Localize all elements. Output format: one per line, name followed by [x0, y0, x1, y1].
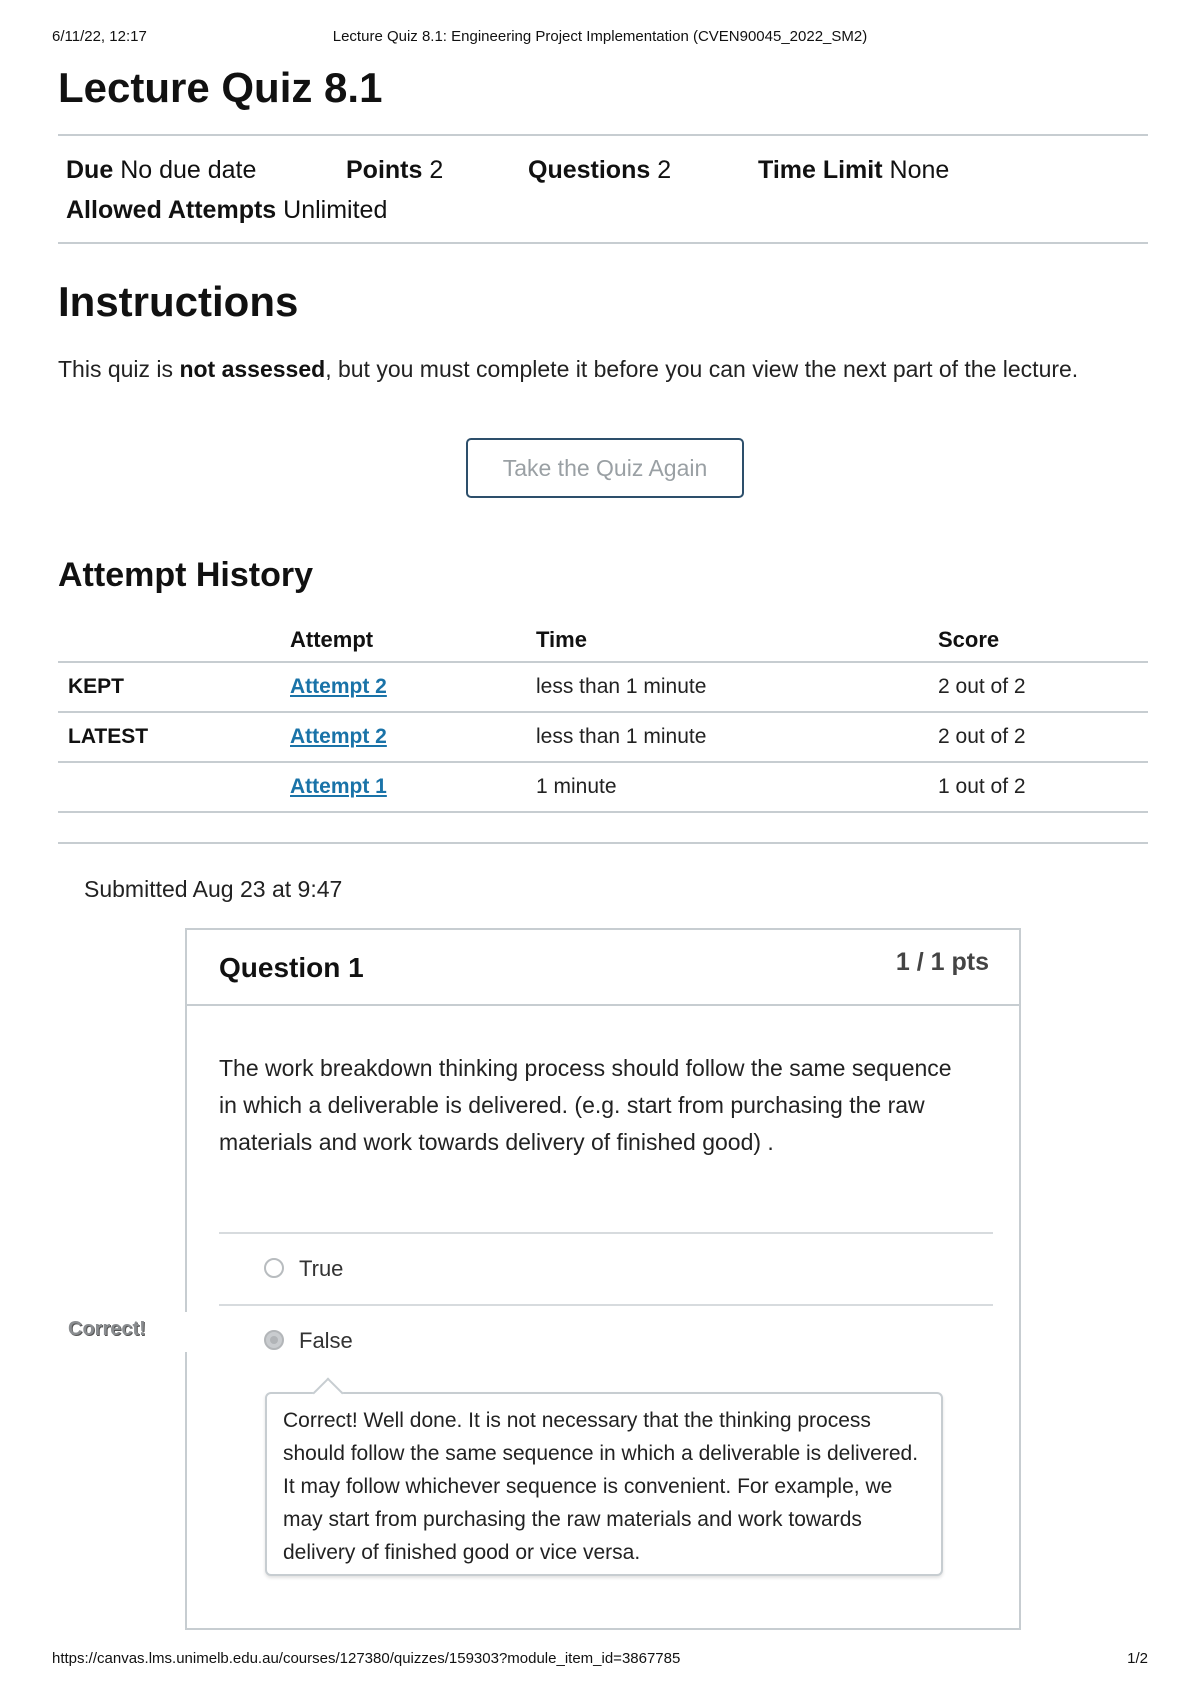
due-label: Due — [66, 156, 114, 184]
attempt-link[interactable]: Attempt 2 — [290, 725, 387, 748]
due-value: No due date — [120, 156, 257, 184]
radio-selected-icon[interactable] — [264, 1330, 284, 1350]
submitted-timestamp: Submitted Aug 23 at 9:47 — [84, 876, 343, 902]
attempt-score: 2 out of 2 — [928, 662, 1148, 712]
divider — [58, 242, 1148, 244]
instructions-title: Instructions — [58, 278, 299, 325]
question-points: 1 / 1 pts — [895, 948, 989, 976]
time-limit-value: None — [889, 156, 950, 184]
points-detail — [346, 150, 443, 190]
due-detail — [66, 150, 256, 190]
table-row — [58, 662, 1148, 712]
print-header — [52, 28, 1148, 48]
table-header-row — [58, 618, 1148, 662]
answer-label: True — [299, 1256, 344, 1281]
radio-unselected-icon[interactable] — [264, 1258, 284, 1278]
attempts-label: Allowed Attempts — [66, 196, 277, 224]
column-header — [58, 618, 280, 662]
time-limit-label: Time Limit — [758, 156, 883, 184]
divider — [58, 134, 1148, 136]
quiz-details — [66, 150, 1146, 230]
question-card — [185, 928, 1021, 1630]
questions-value: 2 — [657, 156, 672, 184]
answer-option-false[interactable] — [219, 1304, 993, 1376]
instructions-text-part: , but you must complete it before you can view the next part of the lecture. — [325, 356, 1079, 382]
column-header-score: Score — [928, 618, 1148, 662]
table-row — [58, 712, 1148, 762]
attempt-flag — [58, 762, 280, 812]
answer-label: False — [299, 1328, 353, 1353]
page-number: 1/2 — [1127, 1650, 1148, 1667]
attempt-history-table — [58, 618, 1148, 813]
time-limit-detail — [758, 150, 949, 190]
attempt-score: 2 out of 2 — [928, 712, 1148, 762]
answer-option-true[interactable] — [219, 1232, 993, 1304]
question-name: Question 1 — [219, 952, 364, 983]
take-quiz-again-button[interactable]: Take the Quiz Again — [466, 438, 744, 498]
answer-list — [219, 1232, 993, 1376]
question-header — [187, 930, 1019, 1006]
column-header-attempt: Attempt — [280, 618, 526, 662]
instructions-text — [58, 356, 1078, 383]
questions-label: Questions — [528, 156, 651, 184]
instructions-emphasis: not assessed — [179, 356, 326, 382]
attempt-time: less than 1 minute — [526, 662, 928, 712]
attempts-value: Unlimited — [283, 196, 388, 224]
attempt-history-title: Attempt History — [58, 556, 314, 594]
print-date: 6/11/22, 12:17 — [52, 28, 147, 45]
attempt-time: less than 1 minute — [526, 712, 928, 762]
print-url: https://canvas.lms.unimelb.edu.au/courses/127380/quizzes/159303?module_item_id=3867785 — [52, 1650, 681, 1667]
attempt-flag: KEPT — [58, 662, 280, 712]
questions-detail — [528, 150, 671, 190]
correct-indicator — [183, 1312, 187, 1352]
points-label: Points — [346, 156, 423, 184]
divider — [58, 842, 1148, 844]
correct-answer-label: Correct! — [68, 1318, 146, 1340]
column-header-time: Time — [526, 618, 928, 662]
print-document-title: Lecture Quiz 8.1: Engineering Project Implementation (CVEN90045_2022_SM2) — [332, 28, 868, 45]
page-title: Lecture Quiz 8.1 — [58, 64, 383, 111]
question-text: The work breakdown thinking process should follow the same sequence in which a deliverable is delivered. (e.g. start from purchasing the raw materials and work towards delivery of finished good) . — [219, 1055, 952, 1155]
attempt-time: 1 minute — [526, 762, 928, 812]
instructions-text-part: This quiz is — [58, 356, 180, 382]
table-row — [58, 762, 1148, 812]
attempt-link[interactable]: Attempt 1 — [290, 775, 387, 798]
attempt-link[interactable]: Attempt 2 — [290, 675, 387, 698]
attempts-detail — [66, 190, 1146, 230]
points-value: 2 — [429, 156, 444, 184]
answer-feedback: Correct! Well done. It is not necessary that the thinking process should follow the same sequence in which a deliverable is delivered. It may follow whichever sequence is convenient. For example, we may start from purchasing the raw materials and work towards delivery of finished good or vice versa. — [265, 1392, 943, 1576]
attempt-score: 1 out of 2 — [928, 762, 1148, 812]
attempt-flag: LATEST — [58, 712, 280, 762]
